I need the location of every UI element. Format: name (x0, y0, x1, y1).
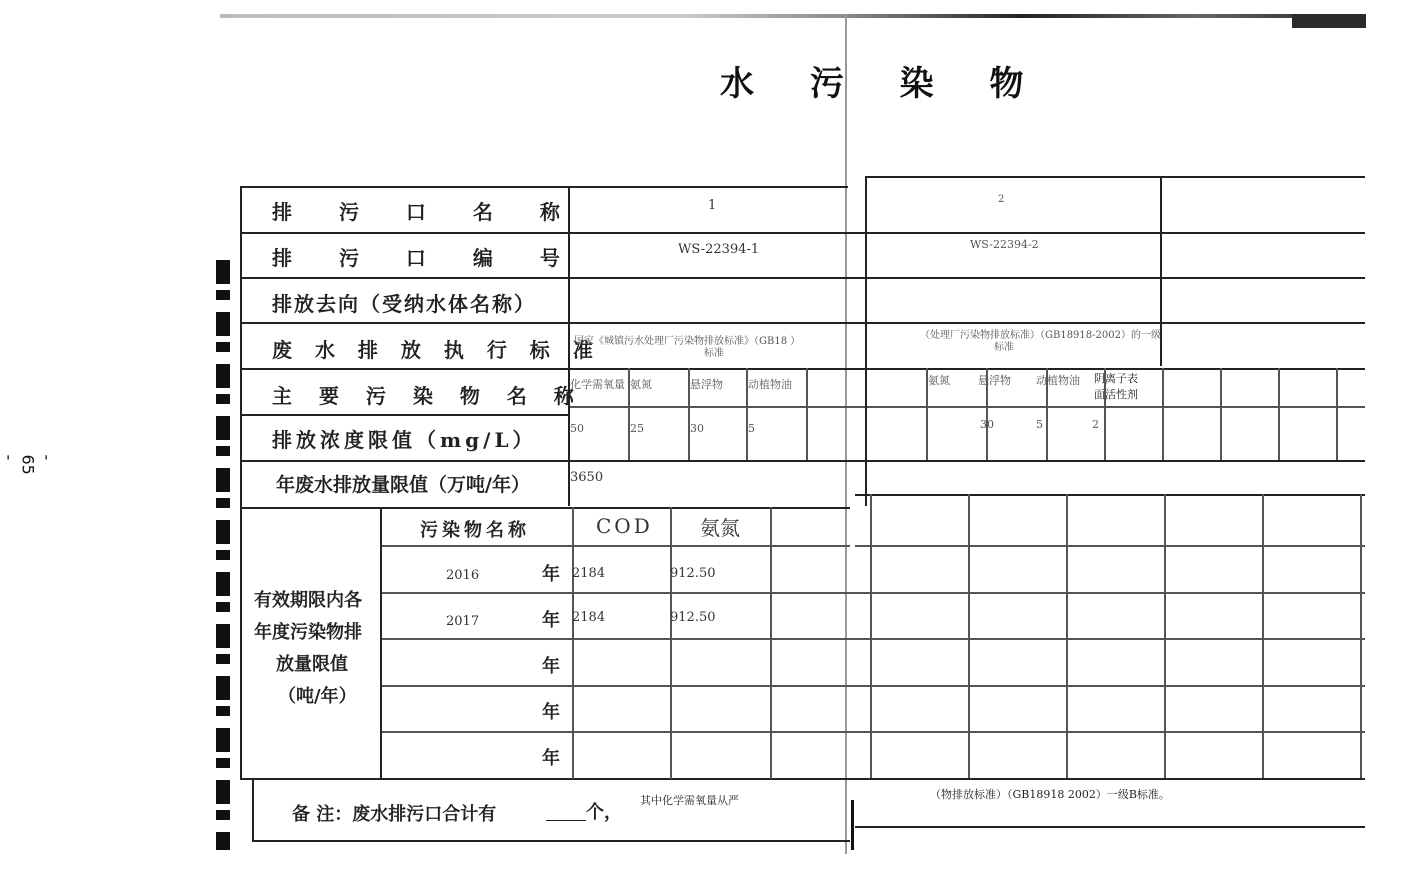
outlet-code-label: 排 污 口 编 号 (272, 246, 580, 270)
outlet2-limit: 5 (1036, 418, 1043, 431)
outlet2-name: 2 (998, 194, 1005, 205)
remark-handwritten-2: （物排放标准）（GB18918 2002）一级B标准。 (930, 788, 1170, 801)
row-value-cod: 2184 (572, 610, 606, 625)
concentration-limit-label: 排放浓度限值（mg/L） (272, 428, 537, 452)
year-unit: 年 (542, 748, 560, 769)
outlet2-pollutant: 阴离子表面活性剂 (1094, 372, 1138, 401)
outlet1-limit: 30 (690, 422, 704, 435)
year-unit: 年 (542, 610, 560, 631)
row-year: 2017 (446, 614, 480, 629)
binding-edge (216, 260, 230, 850)
page-fold-dark (851, 800, 854, 850)
outlet1-pollutant: 化学需氧量 (570, 378, 625, 391)
discharge-direction-label: 排放去向（受纳水体名称） (272, 292, 536, 316)
pollutant-name-header: 污染物名称 (420, 520, 530, 541)
standard-label: 废 水 排 放 执 行 标 准 (272, 338, 601, 362)
outlet1-pollutant: 氨氮 (630, 378, 652, 391)
remark-count-unit: 个， (586, 802, 622, 823)
outlet2-pollutant: 氨氮 (928, 374, 950, 387)
row-value-ammonia: 912.50 (670, 610, 716, 625)
page-number: - 65 - (0, 454, 57, 475)
pollutant-names-label: 主 要 污 染 物 名 称 (272, 384, 584, 408)
outlet1-standard: 国家《城镇污水处理厂污染物排放标准》（GB18 ） (574, 336, 801, 347)
row-value-ammonia: 912.50 (670, 566, 716, 581)
outlet1-standard-line2: 标准 (704, 348, 724, 359)
row-value-cod: 2184 (572, 566, 606, 581)
scan-edge-dark (1292, 14, 1366, 28)
remark-handwritten-1: 其中化学需氧量从严 (640, 794, 739, 807)
emission-header-cod: COD (596, 514, 653, 538)
year-unit: 年 (542, 564, 560, 585)
outlet2-limit: 2 (1092, 418, 1099, 431)
outlet1-limit: 25 (630, 422, 644, 435)
outlet1-pollutant: 动植物油 (748, 378, 792, 391)
scan-edge (220, 14, 1366, 18)
outlet1-annual-volume: 3650 (570, 470, 604, 485)
outlet2-standard: （处理厂污染物排放标准）（GB18918-2002）的一级 (920, 330, 1161, 341)
page-fold (845, 14, 847, 854)
remark-blank (546, 820, 586, 821)
outlet2-standard-line2: 标准 (994, 342, 1014, 353)
outlet1-pollutant: 悬浮物 (690, 378, 723, 391)
outlet1-limit: 50 (570, 422, 584, 435)
row-year: 2016 (446, 568, 480, 583)
outlet1-limit: 5 (748, 422, 755, 435)
outlet2-limit: 30 (980, 418, 994, 431)
outlet-name-label: 排 污 口 名 称 (272, 200, 580, 224)
annual-volume-label: 年废水排放量限值（万吨/年） (276, 474, 530, 496)
outlet1-name: 1 (708, 198, 717, 213)
outlet2-pollutant: 动植物油 (1036, 374, 1080, 387)
remark-label: 备 注：废水排污口合计有 (292, 804, 497, 825)
outlet2-code: WS-22394-2 (970, 238, 1039, 251)
outlet1-code: WS-22394-1 (678, 242, 760, 257)
year-unit: 年 (542, 702, 560, 723)
year-unit: 年 (542, 656, 560, 677)
emission-header-ammonia: 氨氮 (700, 516, 740, 540)
page-title: 水 污 染 物 (720, 64, 1046, 104)
outlet2-pollutant: 悬浮物 (978, 374, 1011, 387)
